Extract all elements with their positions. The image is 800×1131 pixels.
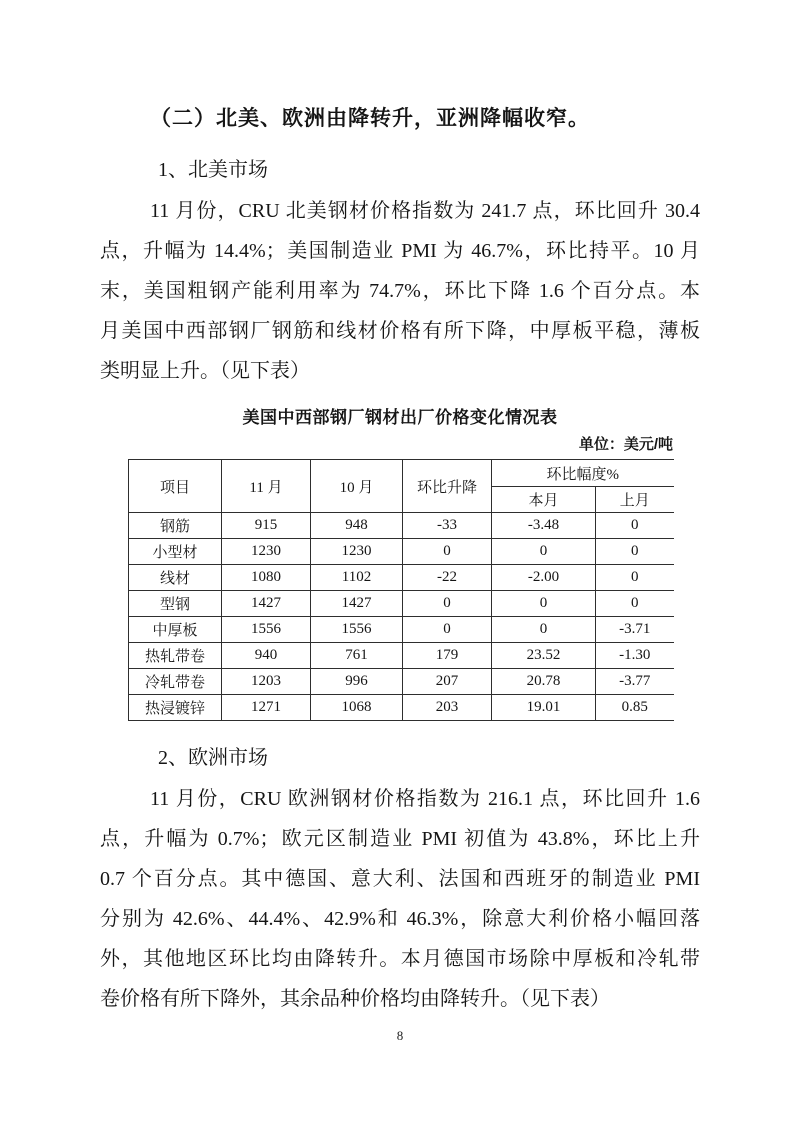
cell-change: 0: [403, 617, 492, 643]
paragraph-line: 外，其他地区环比均由降转升。本月德国市场除中厚板和冷轧带: [100, 948, 700, 970]
cell-nov: 1427: [222, 591, 311, 617]
cell-item: 中厚板: [129, 617, 222, 643]
cell-item: 小型材: [129, 539, 222, 565]
cell-last-month: 0.85: [596, 695, 674, 721]
cell-oct: 1068: [311, 695, 403, 721]
table-row: [129, 617, 674, 643]
cell-last-month: 0: [596, 539, 674, 565]
cell-nov: 940: [222, 643, 311, 669]
cell-last-month: -1.30: [596, 643, 674, 669]
paragraph-line: 0.7 个百分点。其中德国、意大利、法国和西班牙的制造业 PMI: [100, 868, 700, 890]
page-content: [100, 0, 700, 1019]
cell-this-month: 0: [492, 539, 596, 565]
paragraph-line: 卷价格有所下降外，其余品种价格均由降转升。（见下表）: [100, 988, 610, 1010]
paragraph-line: 点，升幅为 14.4%；美国制造业 PMI 为 46.7%，环比持平。10 月: [100, 240, 700, 262]
cell-item: 冷轧带卷: [129, 669, 222, 695]
table-row: [129, 539, 674, 565]
cell-this-month: 23.52: [492, 643, 596, 669]
europe-paragraph: [100, 779, 700, 1019]
cell-change: -22: [403, 565, 492, 591]
table-row: [129, 643, 674, 669]
cell-item: 热浸镀锌: [129, 695, 222, 721]
cell-this-month: 20.78: [492, 669, 596, 695]
paragraph-line: 点，升幅为 0.7%；欧元区制造业 PMI 初值为 43.8%，环比上升: [100, 828, 700, 850]
cell-this-month: -2.00: [492, 565, 596, 591]
table-row: [129, 591, 674, 617]
paragraph-line: 11 月份，CRU 北美钢材价格指数为 241.7 点，环比回升 30.4: [150, 200, 700, 222]
cell-this-month: 0: [492, 591, 596, 617]
cell-last-month: 0: [596, 513, 674, 539]
cell-oct: 948: [311, 513, 403, 539]
cell-nov: 1271: [222, 695, 311, 721]
cell-change: 179: [403, 643, 492, 669]
cell-oct: 1102: [311, 565, 403, 591]
table-row: [129, 565, 674, 591]
cell-nov: 1080: [222, 565, 311, 591]
north-america-paragraph: [100, 191, 700, 391]
cell-change: 0: [403, 591, 492, 617]
cell-last-month: -3.77: [596, 669, 674, 695]
page-number: 8: [396, 1028, 404, 1043]
cell-last-month: 0: [596, 565, 674, 591]
cell-change: 203: [403, 695, 492, 721]
table-row: [129, 695, 674, 721]
paragraph-line: 类明显上升。（见下表）: [100, 360, 310, 382]
cell-change: 207: [403, 669, 492, 695]
section-heading: （二）北美、欧洲由降转升，亚洲降幅收窄。: [150, 106, 590, 130]
cell-last-month: 0: [596, 591, 674, 617]
header-nov: 11 月: [222, 460, 311, 513]
header-change: 环比升降: [403, 460, 492, 513]
paragraph-line: 末，美国粗钢产能利用率为 74.7%，环比下降 1.6 个百分点。本: [100, 280, 700, 302]
cell-change: 0: [403, 539, 492, 565]
table-title: 美国中西部钢厂钢材出厂价格变化情况表: [242, 408, 558, 427]
cell-nov: 1556: [222, 617, 311, 643]
cell-change: -33: [403, 513, 492, 539]
header-this-month: 本月: [492, 487, 596, 513]
table-row: [129, 513, 674, 539]
paragraph-line: 11 月份，CRU 欧洲钢材价格指数为 216.1 点，环比回升 1.6: [150, 788, 700, 810]
header-item: 项目: [129, 460, 222, 513]
table-unit-label: 单位：美元/吨: [578, 436, 673, 453]
header-last-month: 上月: [596, 487, 674, 513]
paragraph-line: 分别为 42.6%、44.4%、42.9%和 46.3%，除意大利价格小幅回落: [100, 908, 700, 930]
cell-item: 热轧带卷: [129, 643, 222, 669]
header-mom-group: 环比幅度%: [492, 460, 674, 487]
paragraph-line: 月美国中西部钢厂钢筋和线材价格有所下降，中厚板平稳，薄板: [100, 320, 700, 342]
cell-oct: 761: [311, 643, 403, 669]
cell-last-month: -3.71: [596, 617, 674, 643]
cell-oct: 1427: [311, 591, 403, 617]
cell-oct: 1230: [311, 539, 403, 565]
cell-this-month: 19.01: [492, 695, 596, 721]
cell-this-month: -3.48: [492, 513, 596, 539]
cell-nov: 1230: [222, 539, 311, 565]
price-change-table: [128, 459, 674, 721]
cell-nov: 1203: [222, 669, 311, 695]
cell-nov: 915: [222, 513, 311, 539]
table-row: [129, 669, 674, 695]
header-oct: 10 月: [311, 460, 403, 513]
cell-oct: 996: [311, 669, 403, 695]
table-header-row: [129, 460, 674, 487]
europe-heading: 2、欧洲市场: [158, 747, 268, 769]
cell-this-month: 0: [492, 617, 596, 643]
cell-item: 型钢: [129, 591, 222, 617]
north-america-heading: 1、北美市场: [158, 159, 268, 181]
cell-oct: 1556: [311, 617, 403, 643]
cell-item: 线材: [129, 565, 222, 591]
cell-item: 钢筋: [129, 513, 222, 539]
